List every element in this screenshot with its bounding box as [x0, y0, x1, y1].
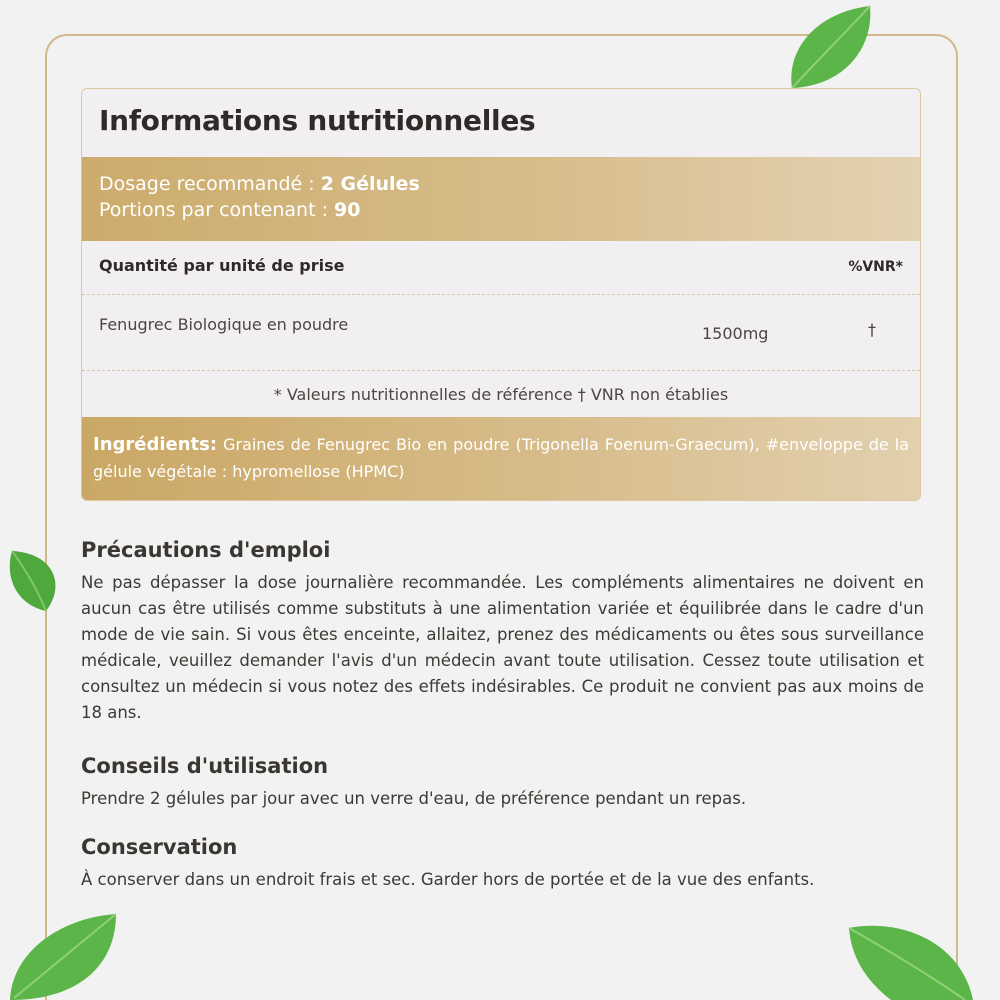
dosage-value: 2 Gélules: [320, 173, 420, 195]
table-row: [82, 295, 920, 371]
ingredient-vnr: †: [868, 320, 876, 339]
portions-value: 90: [334, 199, 361, 221]
usage-section: [81, 754, 924, 812]
leaf-icon: [4, 545, 66, 615]
precautions-section: [81, 538, 924, 726]
ingredients-band: [82, 417, 920, 500]
storage-title: Conservation: [81, 835, 238, 859]
leaf-icon: [0, 910, 120, 1000]
storage-section: [81, 835, 924, 893]
vnr-header-label: %VNR*: [848, 259, 903, 275]
quantity-header-label: Quantité par unité de prise: [99, 256, 345, 275]
ingredients-label: Ingrédients:: [93, 434, 218, 455]
nutrition-title: Informations nutritionnelles: [99, 104, 536, 137]
ingredient-amount: 1500mg: [702, 324, 769, 343]
storage-text: À conserver dans un endroit frais et sec. Garder hors de portée et de la vue des enfants.: [81, 870, 815, 889]
precautions-title: Précautions d'emploi: [81, 538, 331, 562]
leaf-icon: [845, 918, 975, 1000]
nutrition-facts-card: [81, 88, 921, 501]
reference-note: * Valeurs nutritionnelles de référence † VNR non établies: [273, 385, 729, 404]
dosage-band: [82, 157, 920, 241]
ingredient-name: Fenugrec Biologique en poudre: [99, 315, 349, 334]
quantity-header-row: [82, 241, 920, 295]
precautions-text: Ne pas dépasser la dose journalière recommandée. Les compléments alimentaires ne doivent en aucun cas être utilisés comme substituts à une alimentation variée et équilibrée dans le cadre d'un mode de vie sain. Si vous êtes enceinte, allaitez, prenez des médicaments ou êtes sous surveillance médicale, veuillez demander l'avis d'un médecin avant toute utilisation. Cessez toute utilisation et consultez un médecin si vous notez des effets indésirables. Ce produit ne convient pas aux moins de 18 ans.: [81, 573, 924, 722]
usage-title: Conseils d'utilisation: [81, 754, 329, 778]
portions-label: Portions par contenant :: [99, 199, 335, 221]
usage-text: Prendre 2 gélules par jour avec un verre d'eau, de préférence pendant un repas.: [81, 789, 747, 808]
ingredients-text: Graines de Fenugrec Bio en poudre (Trigonella Foenum-Graecum), #enveloppe de la gélule végétale : hypromellose (HPMC): [93, 435, 909, 481]
portions-line: [99, 197, 920, 223]
dosage-line: [99, 171, 920, 197]
dosage-label: Dosage recommandé :: [99, 173, 321, 195]
leaf-icon: [782, 2, 878, 94]
